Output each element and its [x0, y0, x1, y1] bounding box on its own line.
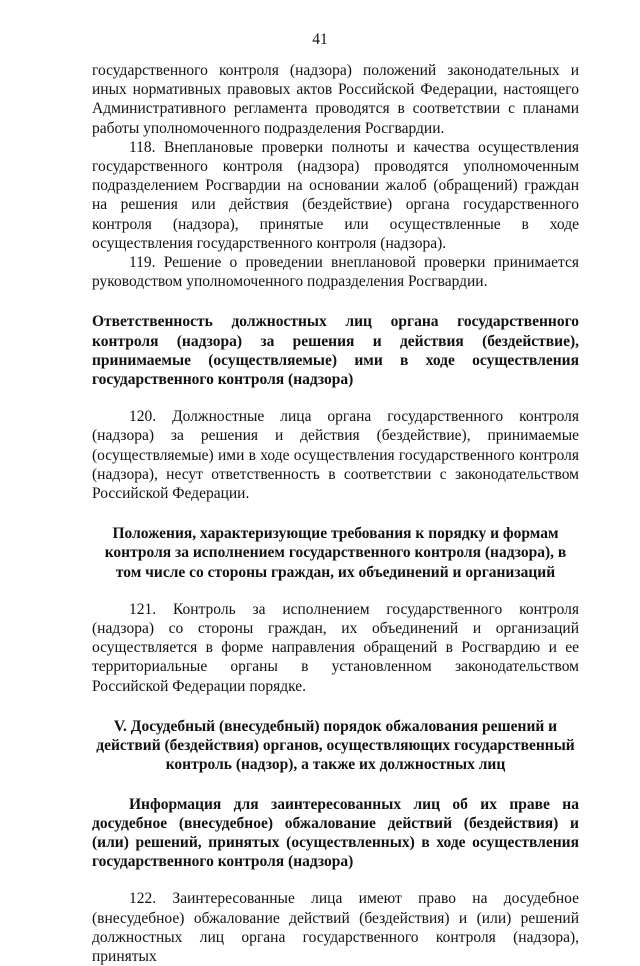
heading-section-5: V. Досудебный (внесудебный) порядок обжалования решений и действий (бездействия) органов, осуществляющих государственный контроль (надзор), а также их должностных лиц [96, 717, 575, 774]
heading-appeal-info: Информация для заинтересованных лиц об их праве на досудебное (внесудебное) обжалование действий (бездействия) и (или) решений, принятых (осуществленных) в ходе осуществления государственного контроля (надзора) [92, 795, 579, 871]
heading-responsibility: Ответственность должностных лиц органа государственного контроля (надзора) за решения и действия (бездействие), принимаемые (осуществляемые) ими в ходе осуществления государственного контроля (надзора) [92, 313, 579, 389]
page-number: 41 [312, 31, 328, 48]
paragraph-119: 119. Решение о проведении внеплановой проверки принимается руководством уполномоченного подразделения Росгвардии. [92, 254, 579, 291]
paragraph-120: 120. Должностные лица органа государственного контроля (надзора) за решения и действия (бездействие), принимаемые (осуществляемые) ими в ходе осуществления государственного контроля (надзора), несут ответственность в соответствии с законодательством Российской Федерации. [92, 408, 579, 503]
heading-control-provisions: Положения, характеризующие требования к порядку и формам контроля за исполнением государственного контроля (надзора), в том числе со стороны граждан, их объединений и организаций [104, 525, 567, 581]
paragraph-continuation: государственного контроля (надзора) положений законодательных и иных нормативных правовых актов Российской Федерации, настоящего Административного регламента проводятся в соответствии с планами работы уполномоченного подразделения Росгвардии. [92, 62, 579, 137]
paragraph-118: 118. Внеплановые проверки полноты и качества осуществления государственного контроля (надзора) проводятся уполномоченным подразделением Росгвардии на основании жалоб (обращений) граждан на решения или действия (бездействие) органа государственного контроля (надзора), принятые или осуществленные в ходе осуществления государственного контроля (надзора). [92, 138, 579, 252]
paragraph-122: 122. Заинтересованные лица имеют право на досудебное (внесудебное) обжалование действий (бездействия) и (или) решений должностных лиц органа государственного контроля (надзора), принятых [92, 890, 579, 965]
paragraph-121: 121. Контроль за исполнением государственного контроля (надзора) со стороны граждан, их объединений и организаций осуществляется в форме направления обращений в Росгвардию и ее территориальные органы в установленном законодательством Российской Федерации порядке. [92, 600, 579, 695]
page-body [92, 61, 579, 966]
